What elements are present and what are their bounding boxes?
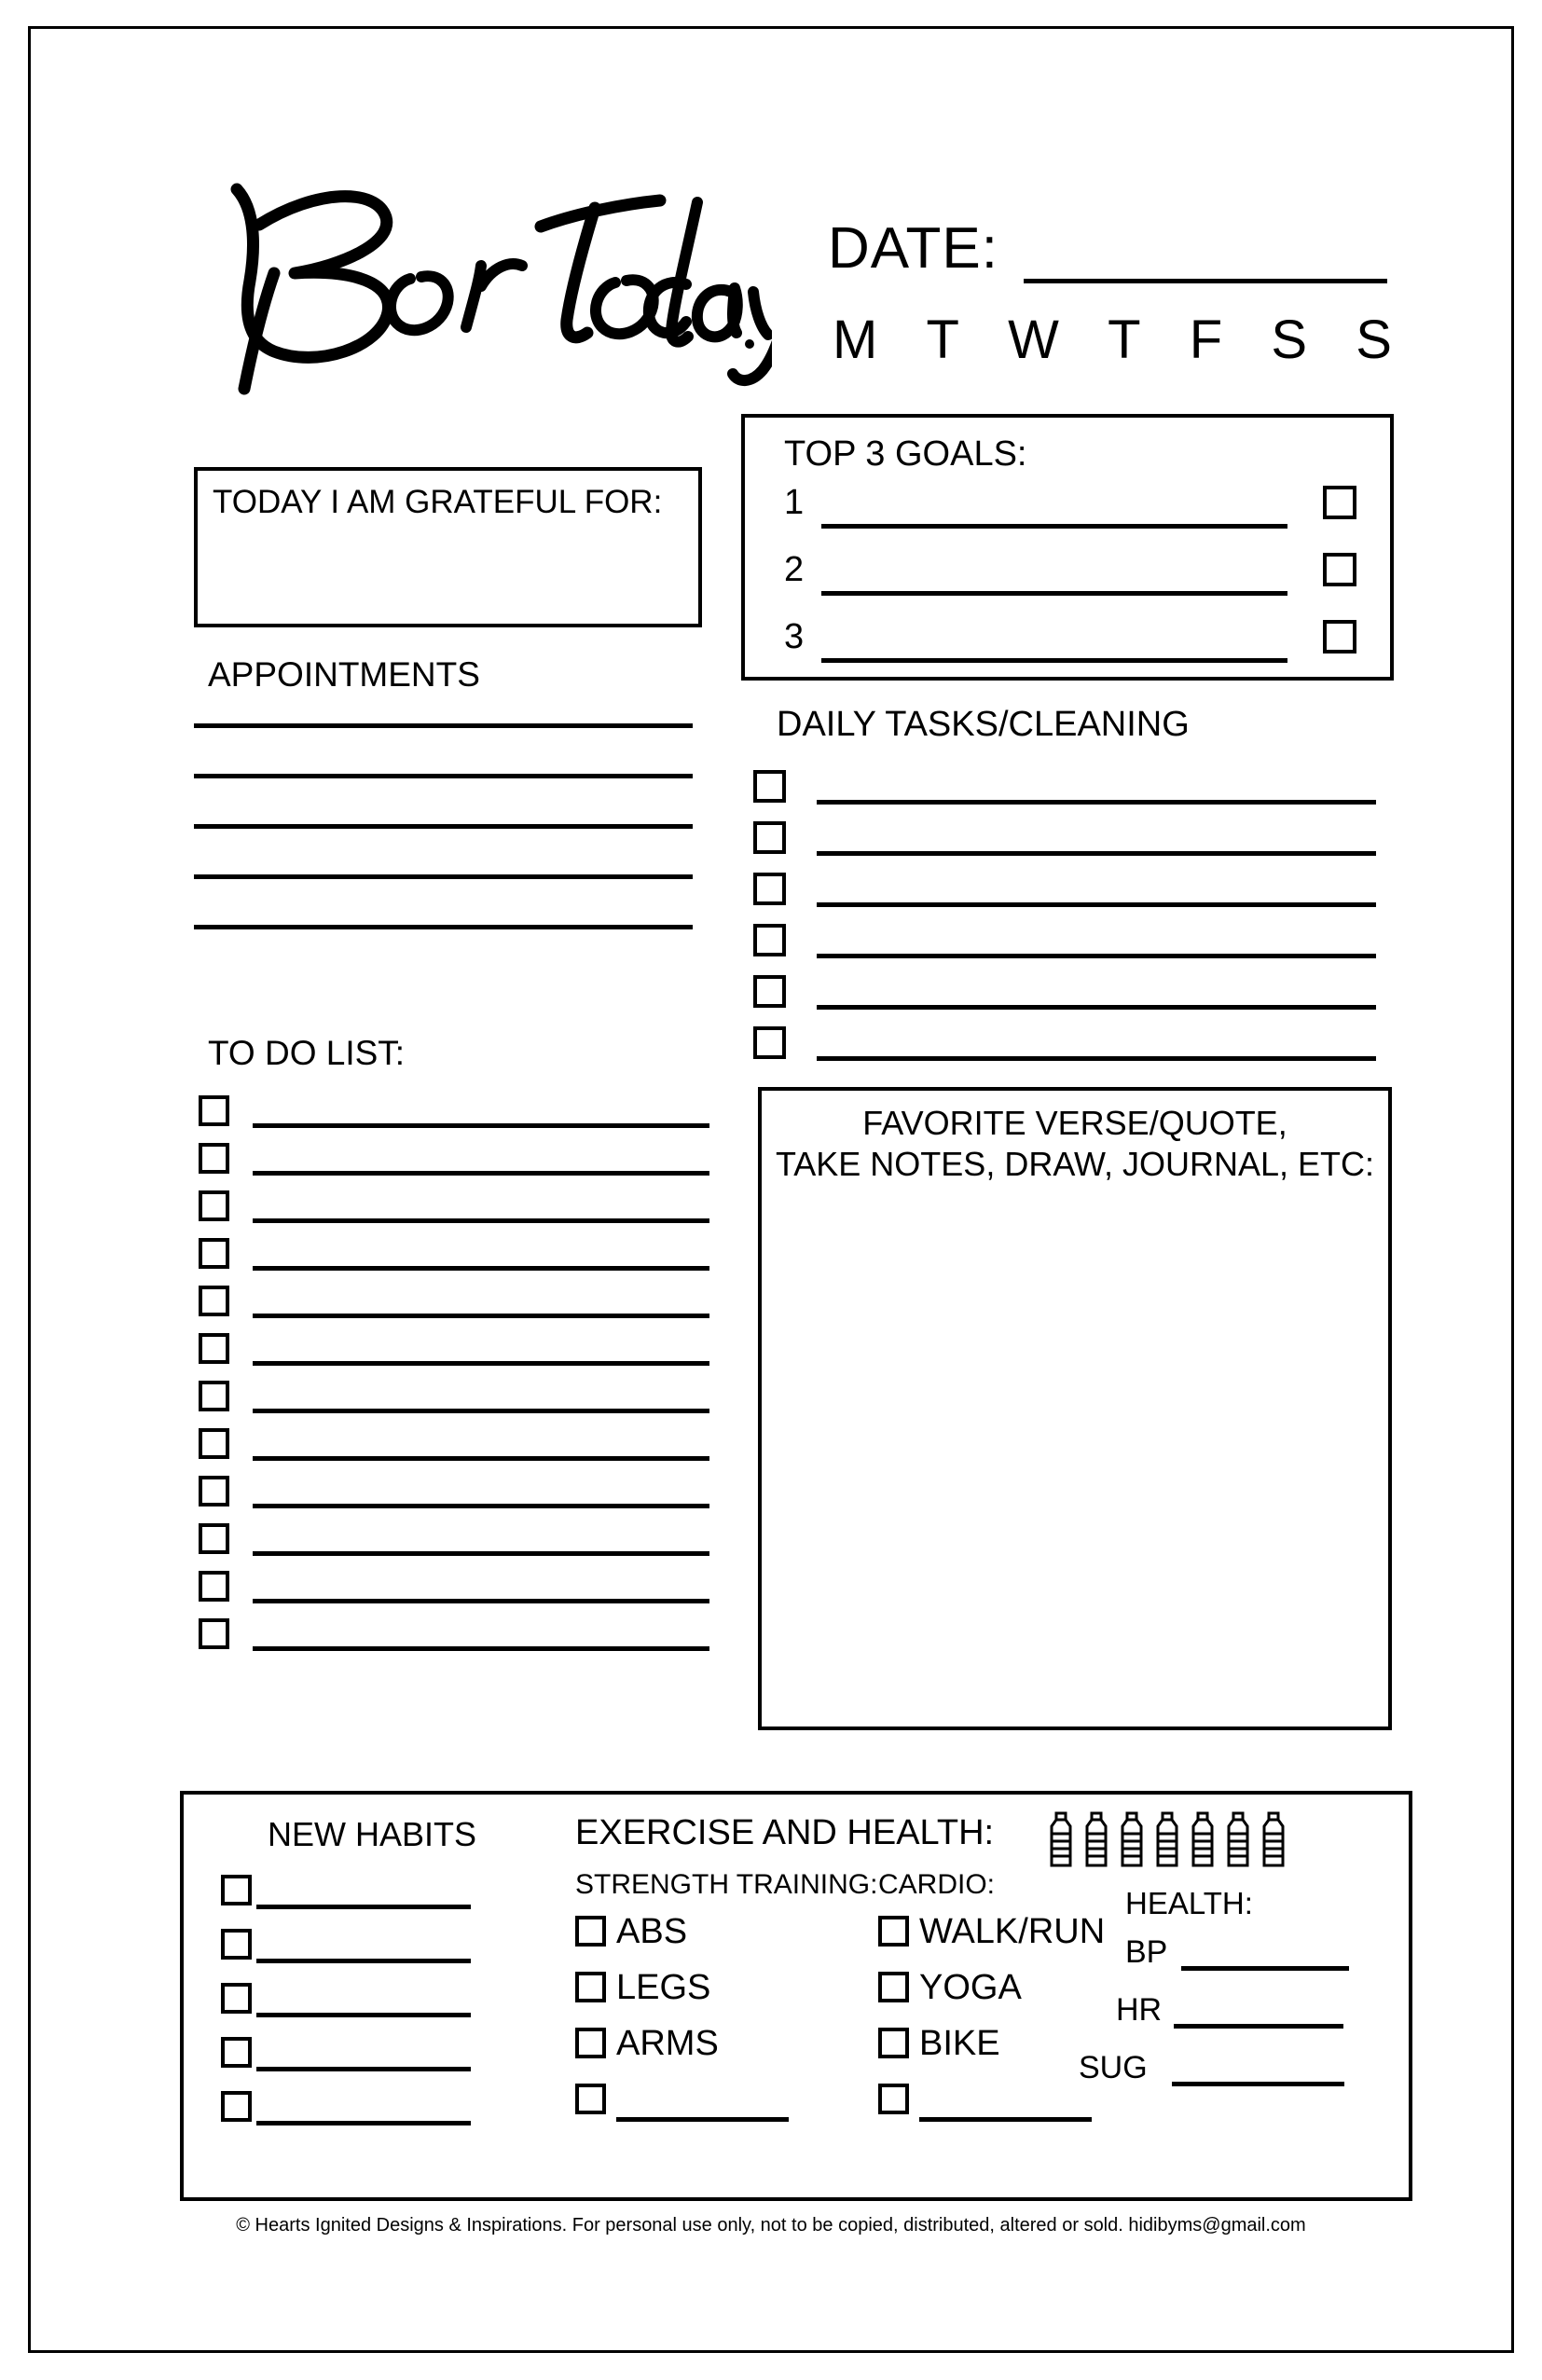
write-line[interactable]	[256, 2013, 471, 2017]
list-item[interactable]	[199, 1329, 721, 1377]
write-line[interactable]	[253, 1123, 709, 1128]
top-goals-box	[741, 414, 1394, 681]
write-line[interactable]	[256, 1959, 471, 1963]
list-item[interactable]	[575, 2082, 808, 2138]
appointment-line[interactable]	[194, 723, 693, 728]
checkbox-icon[interactable]	[199, 1381, 229, 1411]
weekday-m[interactable]: M	[833, 310, 878, 370]
write-line[interactable]	[256, 1905, 471, 1909]
todo-label: TO DO LIST:	[208, 1034, 406, 1072]
appointment-line[interactable]	[194, 874, 693, 879]
write-line[interactable]	[253, 1266, 709, 1271]
checkbox-icon[interactable]	[753, 770, 786, 803]
list-item[interactable]	[199, 1377, 721, 1424]
list-item[interactable]	[221, 2091, 538, 2145]
list-item[interactable]	[753, 873, 1397, 924]
checkbox-icon[interactable]	[1323, 620, 1356, 653]
checkbox-icon[interactable]	[575, 2084, 606, 2114]
weekday-f[interactable]: F	[1189, 310, 1223, 370]
list-item[interactable]	[575, 1970, 808, 2026]
list-item[interactable]	[199, 1567, 721, 1615]
write-line[interactable]	[821, 658, 1287, 663]
write-line[interactable]	[256, 2121, 471, 2125]
item-label: YOGA	[919, 1968, 1022, 2007]
checkbox-icon[interactable]	[199, 1476, 229, 1506]
write-line[interactable]	[253, 1551, 709, 1556]
checkbox-icon[interactable]	[575, 1972, 606, 2002]
write-line[interactable]	[253, 1409, 709, 1413]
checkbox-icon[interactable]	[575, 1916, 606, 1947]
checkbox-icon[interactable]	[878, 2084, 909, 2114]
checkbox-icon[interactable]	[199, 1143, 229, 1174]
list-item[interactable]	[878, 1970, 1121, 2026]
daily-tasks-list	[753, 770, 1397, 1078]
water-bottle-icon	[1117, 1811, 1147, 1869]
goal-number: 3	[784, 617, 805, 656]
checkbox-icon[interactable]	[199, 1428, 229, 1459]
write-line[interactable]	[817, 1056, 1376, 1061]
water-bottle-icon	[1223, 1811, 1253, 1869]
water-bottle-icon	[1046, 1811, 1076, 1869]
list-item[interactable]	[199, 1187, 721, 1234]
goal-row[interactable]	[784, 483, 1362, 537]
exercise-health-label: EXERCISE AND HEALTH:	[575, 1813, 995, 1852]
write-line[interactable]	[1181, 1966, 1349, 1971]
list-item[interactable]	[199, 1234, 721, 1282]
goal-number: 1	[784, 483, 805, 522]
list-item[interactable]	[575, 1914, 808, 1970]
write-line[interactable]	[817, 954, 1376, 958]
checkbox-icon[interactable]	[221, 2037, 252, 2068]
checkbox-icon[interactable]	[221, 1929, 252, 1960]
date-input-line[interactable]	[1024, 279, 1387, 283]
list-item[interactable]	[753, 770, 1397, 821]
list-item[interactable]	[753, 924, 1397, 975]
checkbox-icon[interactable]	[753, 924, 786, 956]
weekday-t1[interactable]: T	[926, 310, 959, 370]
water-bottle-icon	[1188, 1811, 1218, 1869]
list-item[interactable]	[221, 1929, 538, 1983]
checkbox-icon[interactable]	[199, 1571, 229, 1602]
notes-label-line2: TAKE NOTES, DRAW, JOURNAL, ETC:	[775, 1145, 1375, 1183]
list-item[interactable]	[878, 2082, 1121, 2138]
write-line[interactable]	[817, 1005, 1376, 1010]
list-item[interactable]	[199, 1472, 721, 1520]
write-line[interactable]	[253, 1361, 709, 1366]
weekday-selector[interactable]	[833, 309, 1392, 371]
checkbox-icon[interactable]	[221, 1983, 252, 2014]
list-item[interactable]	[753, 1026, 1397, 1078]
checkbox-icon[interactable]	[1323, 486, 1356, 519]
grateful-label: TODAY I AM GRATEFUL FOR:	[213, 484, 663, 520]
strength-training-list	[575, 1914, 808, 2138]
list-item[interactable]	[199, 1282, 721, 1329]
checkbox-icon[interactable]	[199, 1333, 229, 1364]
water-bottle-icon	[1152, 1811, 1182, 1869]
metric-label: BP	[1125, 1934, 1168, 1970]
health-metric-sug[interactable]	[1079, 2050, 1148, 2086]
list-item[interactable]	[575, 2026, 808, 2082]
health-metric-bp[interactable]	[1125, 1934, 1167, 1971]
write-line[interactable]	[821, 524, 1287, 529]
health-metric-hr[interactable]	[1116, 1992, 1162, 2029]
grateful-box[interactable]	[194, 467, 702, 627]
water-bottle-icon	[1259, 1811, 1288, 1869]
list-item[interactable]	[199, 1092, 721, 1139]
list-item[interactable]	[199, 1424, 721, 1472]
write-line[interactable]	[919, 2117, 1092, 2122]
checkbox-icon[interactable]	[199, 1523, 229, 1554]
checkbox-icon[interactable]	[221, 2091, 252, 2122]
date-label: DATE:	[828, 216, 998, 281]
checkbox-icon[interactable]	[878, 1972, 909, 2002]
daily-tasks-label: DAILY TASKS/CLEANING	[777, 705, 1190, 744]
list-item[interactable]	[221, 1983, 538, 2037]
checkbox-icon[interactable]	[753, 975, 786, 1008]
weekday-t2[interactable]: T	[1108, 310, 1141, 370]
goal-row[interactable]	[784, 550, 1362, 604]
list-item[interactable]	[753, 975, 1397, 1026]
notes-label-line1: FAVORITE VERSE/QUOTE,	[862, 1104, 1287, 1142]
list-item[interactable]	[221, 1875, 538, 1929]
appointment-line[interactable]	[194, 824, 693, 829]
write-line[interactable]	[1174, 2024, 1343, 2029]
new-habits-list	[221, 1875, 538, 2145]
weekday-w[interactable]: W	[1008, 310, 1059, 370]
checkbox-icon[interactable]	[575, 2028, 606, 2058]
checkbox-icon[interactable]	[199, 1286, 229, 1316]
water-tracker[interactable]	[1046, 1811, 1298, 1867]
write-line[interactable]	[253, 1218, 709, 1223]
write-line[interactable]	[616, 2117, 789, 2122]
write-line[interactable]	[256, 2067, 471, 2071]
checkbox-icon[interactable]	[1323, 553, 1356, 586]
checkbox-icon[interactable]	[753, 1026, 786, 1059]
write-line[interactable]	[253, 1314, 709, 1318]
checkbox-icon[interactable]	[753, 821, 786, 854]
checkbox-icon[interactable]	[199, 1190, 229, 1221]
appointment-line[interactable]	[194, 925, 693, 929]
checkbox-icon[interactable]	[753, 873, 786, 905]
new-habits-label: NEW HABITS	[268, 1815, 477, 1853]
health-label: HEALTH:	[1125, 1886, 1253, 1920]
planner-sheet	[28, 26, 1514, 2353]
appointments-label: APPOINTMENTS	[208, 655, 480, 694]
list-item[interactable]	[199, 1520, 721, 1567]
item-label: ARMS	[616, 2024, 719, 2063]
write-line[interactable]	[253, 1646, 709, 1651]
write-line[interactable]	[821, 591, 1287, 596]
write-line[interactable]	[817, 800, 1376, 805]
footer-copyright: © Hearts Ignited Designs & Inspirations. For personal use only, not to be copied, distributed, altered or sold. hidibyms@gmail.com	[236, 2215, 1306, 2236]
write-line[interactable]	[253, 1171, 709, 1176]
top-goals-label: TOP 3 GOALS:	[784, 434, 1027, 474]
water-bottle-icon	[1081, 1811, 1111, 1869]
appointment-line[interactable]	[194, 774, 693, 778]
write-line[interactable]	[253, 1456, 709, 1461]
item-label: ABS	[616, 1912, 688, 1951]
checkbox-icon[interactable]	[221, 1875, 252, 1905]
item-label: BIKE	[919, 2024, 1000, 2063]
goal-number: 2	[784, 550, 805, 589]
list-item[interactable]	[221, 2037, 538, 2091]
strength-training-label: STRENGTH TRAINING:	[575, 1869, 878, 1900]
checkbox-icon[interactable]	[878, 1916, 909, 1947]
appointments-lines	[194, 723, 702, 975]
goal-row[interactable]	[784, 617, 1362, 671]
checkbox-icon[interactable]	[199, 1095, 229, 1126]
list-item[interactable]	[753, 821, 1397, 873]
list-item[interactable]	[199, 1139, 721, 1187]
weekday-s1[interactable]: S	[1271, 310, 1308, 370]
list-item[interactable]	[199, 1615, 721, 1662]
metric-label: HR	[1116, 1992, 1163, 2028]
checkbox-icon[interactable]	[199, 1618, 229, 1649]
write-line[interactable]	[253, 1504, 709, 1508]
write-line[interactable]	[253, 1599, 709, 1603]
write-line[interactable]	[1172, 2082, 1344, 2086]
item-label: LEGS	[616, 1968, 711, 2007]
list-item[interactable]	[878, 1914, 1121, 1970]
checkbox-icon[interactable]	[199, 1238, 229, 1269]
write-line[interactable]	[817, 902, 1376, 907]
bottom-panel	[180, 1791, 1412, 2201]
write-line[interactable]	[817, 851, 1376, 856]
item-label: WALK/RUN	[919, 1912, 1106, 1951]
metric-label: SUG	[1079, 2050, 1148, 2085]
page-title	[194, 169, 772, 411]
cardio-list	[878, 1914, 1121, 2138]
todo-list	[199, 1092, 721, 1662]
notes-box[interactable]	[758, 1087, 1392, 1730]
cardio-label: CARDIO:	[878, 1869, 996, 1900]
checkbox-icon[interactable]	[878, 2028, 909, 2058]
weekday-s2[interactable]: S	[1356, 310, 1392, 370]
